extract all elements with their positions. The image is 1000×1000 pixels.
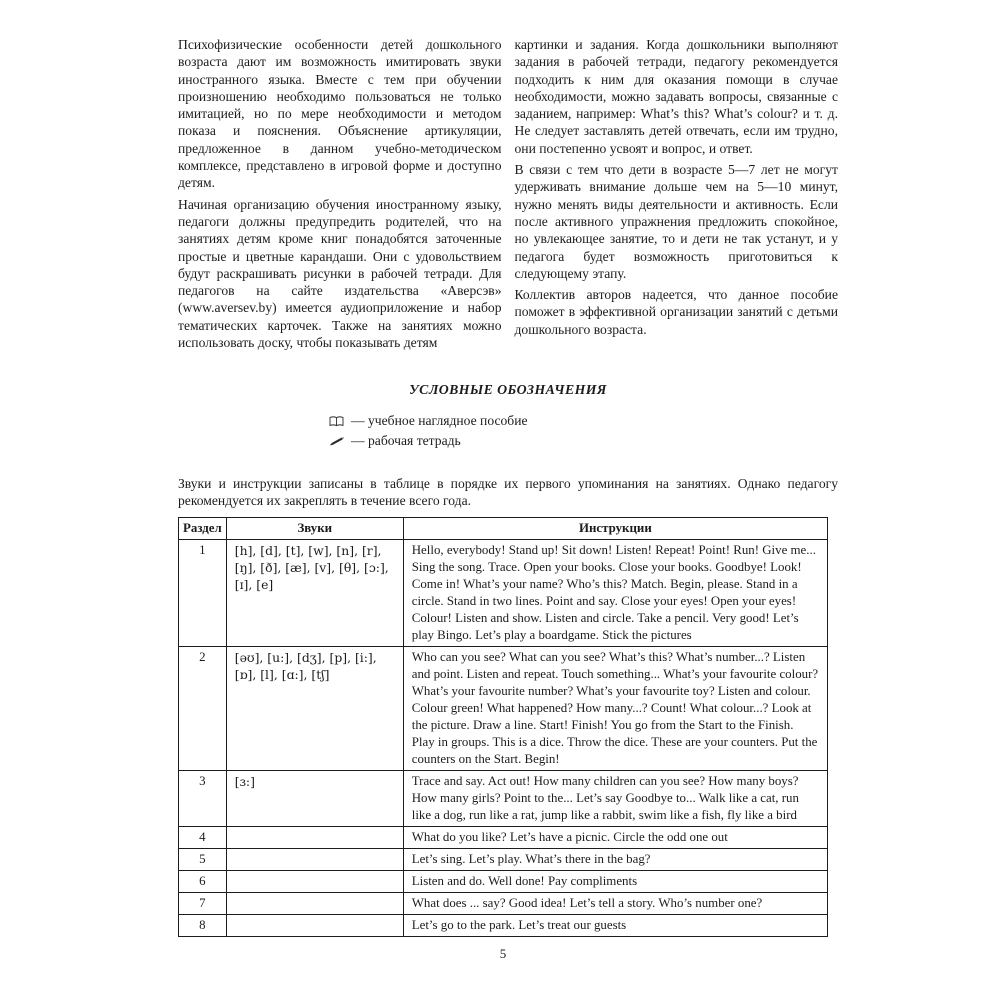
instructions-cell: Who can you see? What can you see? What’s this? What’s number...? Listen and point. Listen and repeat. Touch something... What’s your favourite colour? What’s your favourite number? What’s your favourite toy? Listen and colour. Colour green! What happened? How many...? Count! What colour...? Look at the picture. Draw a line. Start! Finish! You go from the Start to the Finish. Play in groups. This is a dice. Throw the dice. These are your counters. Put the counters on the Start. Begin! <box>403 646 827 770</box>
instructions-cell: Let’s sing. Let’s play. What’s there in the bag? <box>403 848 827 870</box>
instructions-cell: What does ... say? Good idea! Let’s tell a story. Who’s number one? <box>403 892 827 914</box>
document-page <box>178 0 838 1000</box>
table-row <box>179 826 828 848</box>
paragraph: В связи с тем что дети в возрасте 5—7 лет не могут удерживать внимание дольше чем на 5—10 минут, нужно менять виды деятельности и активность. Если после активного упражнения предложить спокойное, но увлекающее занятие, то и дети не так устанут, и у педагога будет возможность приготовиться к следующему этапу. <box>514 162 838 281</box>
sounds-instructions-table <box>178 517 828 937</box>
instructions-cell: Listen and do. Well done! Pay compliments <box>403 870 827 892</box>
instructions-cell: Trace and say. Act out! How many children can you see? How many boys? How many girls? Point to the... Let’s say Goodbye to... Walk like a cat, run like a dog, run like a rat, jump like a rabbit, swim like a fish, fly like a bird <box>403 770 827 826</box>
section-cell: 1 <box>179 539 227 646</box>
section-cell: 6 <box>179 870 227 892</box>
column-header-sounds: Звуки <box>226 517 403 539</box>
column-header-section: Раздел <box>179 517 227 539</box>
page-number: 5 <box>499 946 507 961</box>
table-row <box>179 539 828 646</box>
paragraph: Психофизические особенности детей дошкольного возраста дают им возможность имитировать звуки иностранного языка. Вместе с тем при обучении произношению необходимо пользоваться не только имитацией, но по мере необходимости и методом показа и пояснения. Объяснение артикуляции, предложенное в данном учебно-методическом комплексе, представлено в игровой форме и доступно детям. <box>178 37 502 191</box>
section-cell: 2 <box>179 646 227 770</box>
sounds-cell <box>226 892 403 914</box>
open-book-icon <box>328 416 344 427</box>
paragraph: картинки и задания. Когда дошкольники выполняют задания в рабочей тетради, педагогу рекомендуется подходить к ним для оказания помощи в случае необходимости, можно задавать вопросы, связанные с заданием, например: What’s this? What’s colour? и т. д. Не следует заставлять детей отвечать, если им трудно, они постепенно усвоят и вопрос, и ответ. <box>514 37 838 156</box>
right-column <box>515 36 839 355</box>
section-cell: 8 <box>179 914 227 936</box>
table-row <box>179 770 828 826</box>
legend-item <box>328 431 838 451</box>
table-intro: Звуки и инструкции записаны в таблице в порядке их первого упоминания на занятиях. Однако педагогу рекомендуется их закреплять в течение всего года. <box>178 476 838 509</box>
paragraph: Коллектив авторов надеется, что данное пособие поможет в эффективной организации занятий с детьми дошкольного возраста. <box>514 287 838 337</box>
section-cell: 3 <box>179 770 227 826</box>
table-row <box>179 848 828 870</box>
paragraph: Начиная организацию обучения иностранному языку, педагоги должны предупредить родителей, что на занятиях детям кроме книг понадобятся заточенные простые и цветные карандаши. Они с удовольствием будут раскрашивать рисунки в рабочей тетради. Для педагогов на сайте издательства «Аверсэв» (www.aversev.by) имеется аудиоприложение и набор тематических карточек. Также на занятиях можно использовать доску, чтобы показывать детям <box>178 196 502 351</box>
sounds-cell <box>226 870 403 892</box>
instructions-cell: Hello, everybody! Stand up! Sit down! Listen! Repeat! Point! Run! Give me... Sing the song. Trace. Open your books. Close your books. Goodbye! Look! Come in! What’s your name? Who’s this? Match. Begin, please. Stand in a circle. Stand in two lines. Point and say. Close your eyes! Open your eyes! Colour! Listen and show. Listen and circle. Take a pencil. Very good! Let’s play Bingo. Let’s play a boardgame. Stick the pictures <box>403 539 827 646</box>
legend <box>328 411 838 451</box>
table-row <box>179 892 828 914</box>
left-column <box>178 36 502 355</box>
sounds-cell: [h], [d], [t], [w], [n], [r], [ŋ], [ð], [æ], [v], [θ], [ɔ:], [ɪ], [e] <box>226 539 403 646</box>
table-header-row <box>179 517 828 539</box>
legend-title: УСЛОВНЫЕ ОБОЗНАЧЕНИЯ <box>409 382 607 398</box>
instructions-cell: Let’s go to the park. Let’s treat our guests <box>403 914 827 936</box>
section-cell: 5 <box>179 848 227 870</box>
legend-item-text: — учебное наглядное пособие <box>351 413 528 429</box>
sounds-cell: [ɜ:] <box>226 770 403 826</box>
instructions-cell: What do you like? Let’s have a picnic. Circle the odd one out <box>403 826 827 848</box>
table-row <box>179 646 828 770</box>
table-row <box>179 870 828 892</box>
legend-item-text: — рабочая тетрадь <box>351 433 461 449</box>
legend-item <box>328 411 838 431</box>
sounds-cell <box>226 848 403 870</box>
pencil-icon <box>328 436 344 446</box>
section-cell: 7 <box>179 892 227 914</box>
column-header-instructions: Инструкции <box>403 517 827 539</box>
sounds-cell <box>226 914 403 936</box>
section-cell: 4 <box>179 826 227 848</box>
sounds-cell: [əʊ], [u:], [dʒ], [p], [i:], [ɒ], [l], [ɑ:], [tʃ] <box>226 646 403 770</box>
table-row <box>179 914 828 936</box>
sounds-cell <box>226 826 403 848</box>
intro-columns <box>178 36 838 355</box>
